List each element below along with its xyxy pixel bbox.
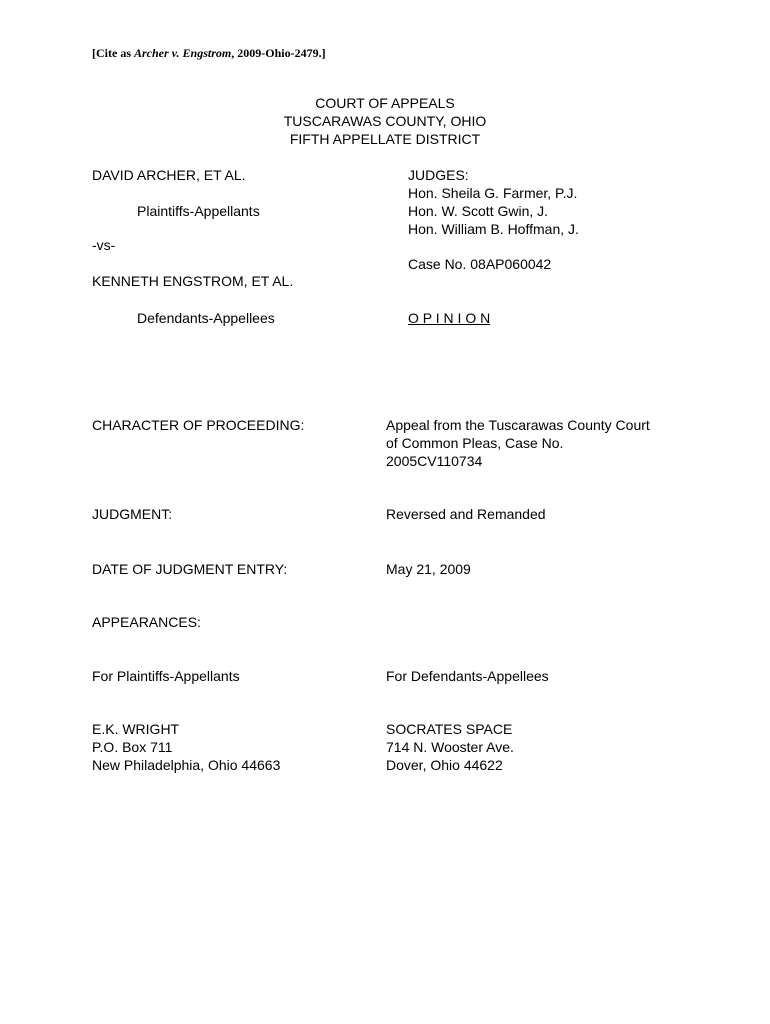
proceeding-line: of Common Pleas, Case No. xyxy=(386,435,564,451)
case-number: Case No. 08AP060042 xyxy=(408,256,552,272)
court-county: TUSCARAWAS COUNTY, OHIO xyxy=(283,113,487,129)
appearances-label: APPEARANCES: xyxy=(92,614,201,630)
judgment-date-label: DATE OF JUDGMENT ENTRY: xyxy=(92,561,288,577)
citation-prefix: [Cite as xyxy=(92,46,134,60)
plaintiffs-counsel-line: P.O. Box 711 xyxy=(92,739,173,755)
plaintiffs-counsel-line: New Philadelphia, Ohio 44663 xyxy=(92,757,281,773)
judgment-label: JUDGMENT: xyxy=(92,506,173,522)
judgment-date-value: May 21, 2009 xyxy=(386,561,471,577)
proceeding-line: Appeal from the Tuscarawas County Court xyxy=(386,417,650,433)
defendant-name: KENNETH ENGSTROM, ET AL. xyxy=(92,273,294,289)
court-district: FIFTH APPELLATE DISTRICT xyxy=(289,131,481,147)
plaintiffs-counsel-line: E.K. WRIGHT xyxy=(92,721,180,737)
judgment-value: Reversed and Remanded xyxy=(386,506,546,522)
judge-item: Hon. W. Scott Gwin, J. xyxy=(408,203,549,219)
court-name: COURT OF APPEALS xyxy=(315,95,455,111)
defendant-role: Defendants-Appellees xyxy=(137,310,275,326)
plaintiff-role: Plaintiffs-Appellants xyxy=(137,203,260,219)
citation-suffix: , 2009-Ohio-2479.] xyxy=(231,46,326,60)
citation-line xyxy=(92,44,326,62)
citation-case-name: Archer v. Engstrom xyxy=(134,46,232,60)
defendants-counsel-line: Dover, Ohio 44622 xyxy=(386,757,503,773)
defendants-counsel-label: For Defendants-Appellees xyxy=(386,668,549,684)
proceeding-line: 2005CV110734 xyxy=(386,453,483,469)
defendants-counsel-line: 714 N. Wooster Ave. xyxy=(386,739,514,755)
proceeding-label: CHARACTER OF PROCEEDING: xyxy=(92,417,305,433)
plaintiffs-counsel-label: For Plaintiffs-Appellants xyxy=(92,668,240,684)
opinion-title: O P I N I O N xyxy=(408,310,491,326)
plaintiff-name: DAVID ARCHER, ET AL. xyxy=(92,167,246,183)
versus: -vs- xyxy=(92,237,116,253)
judges-label: JUDGES: xyxy=(408,167,469,183)
judge-item: Hon. William B. Hoffman, J. xyxy=(408,221,579,237)
judge-item: Hon. Sheila G. Farmer, P.J. xyxy=(408,185,578,201)
defendants-counsel-line: SOCRATES SPACE xyxy=(386,721,513,737)
